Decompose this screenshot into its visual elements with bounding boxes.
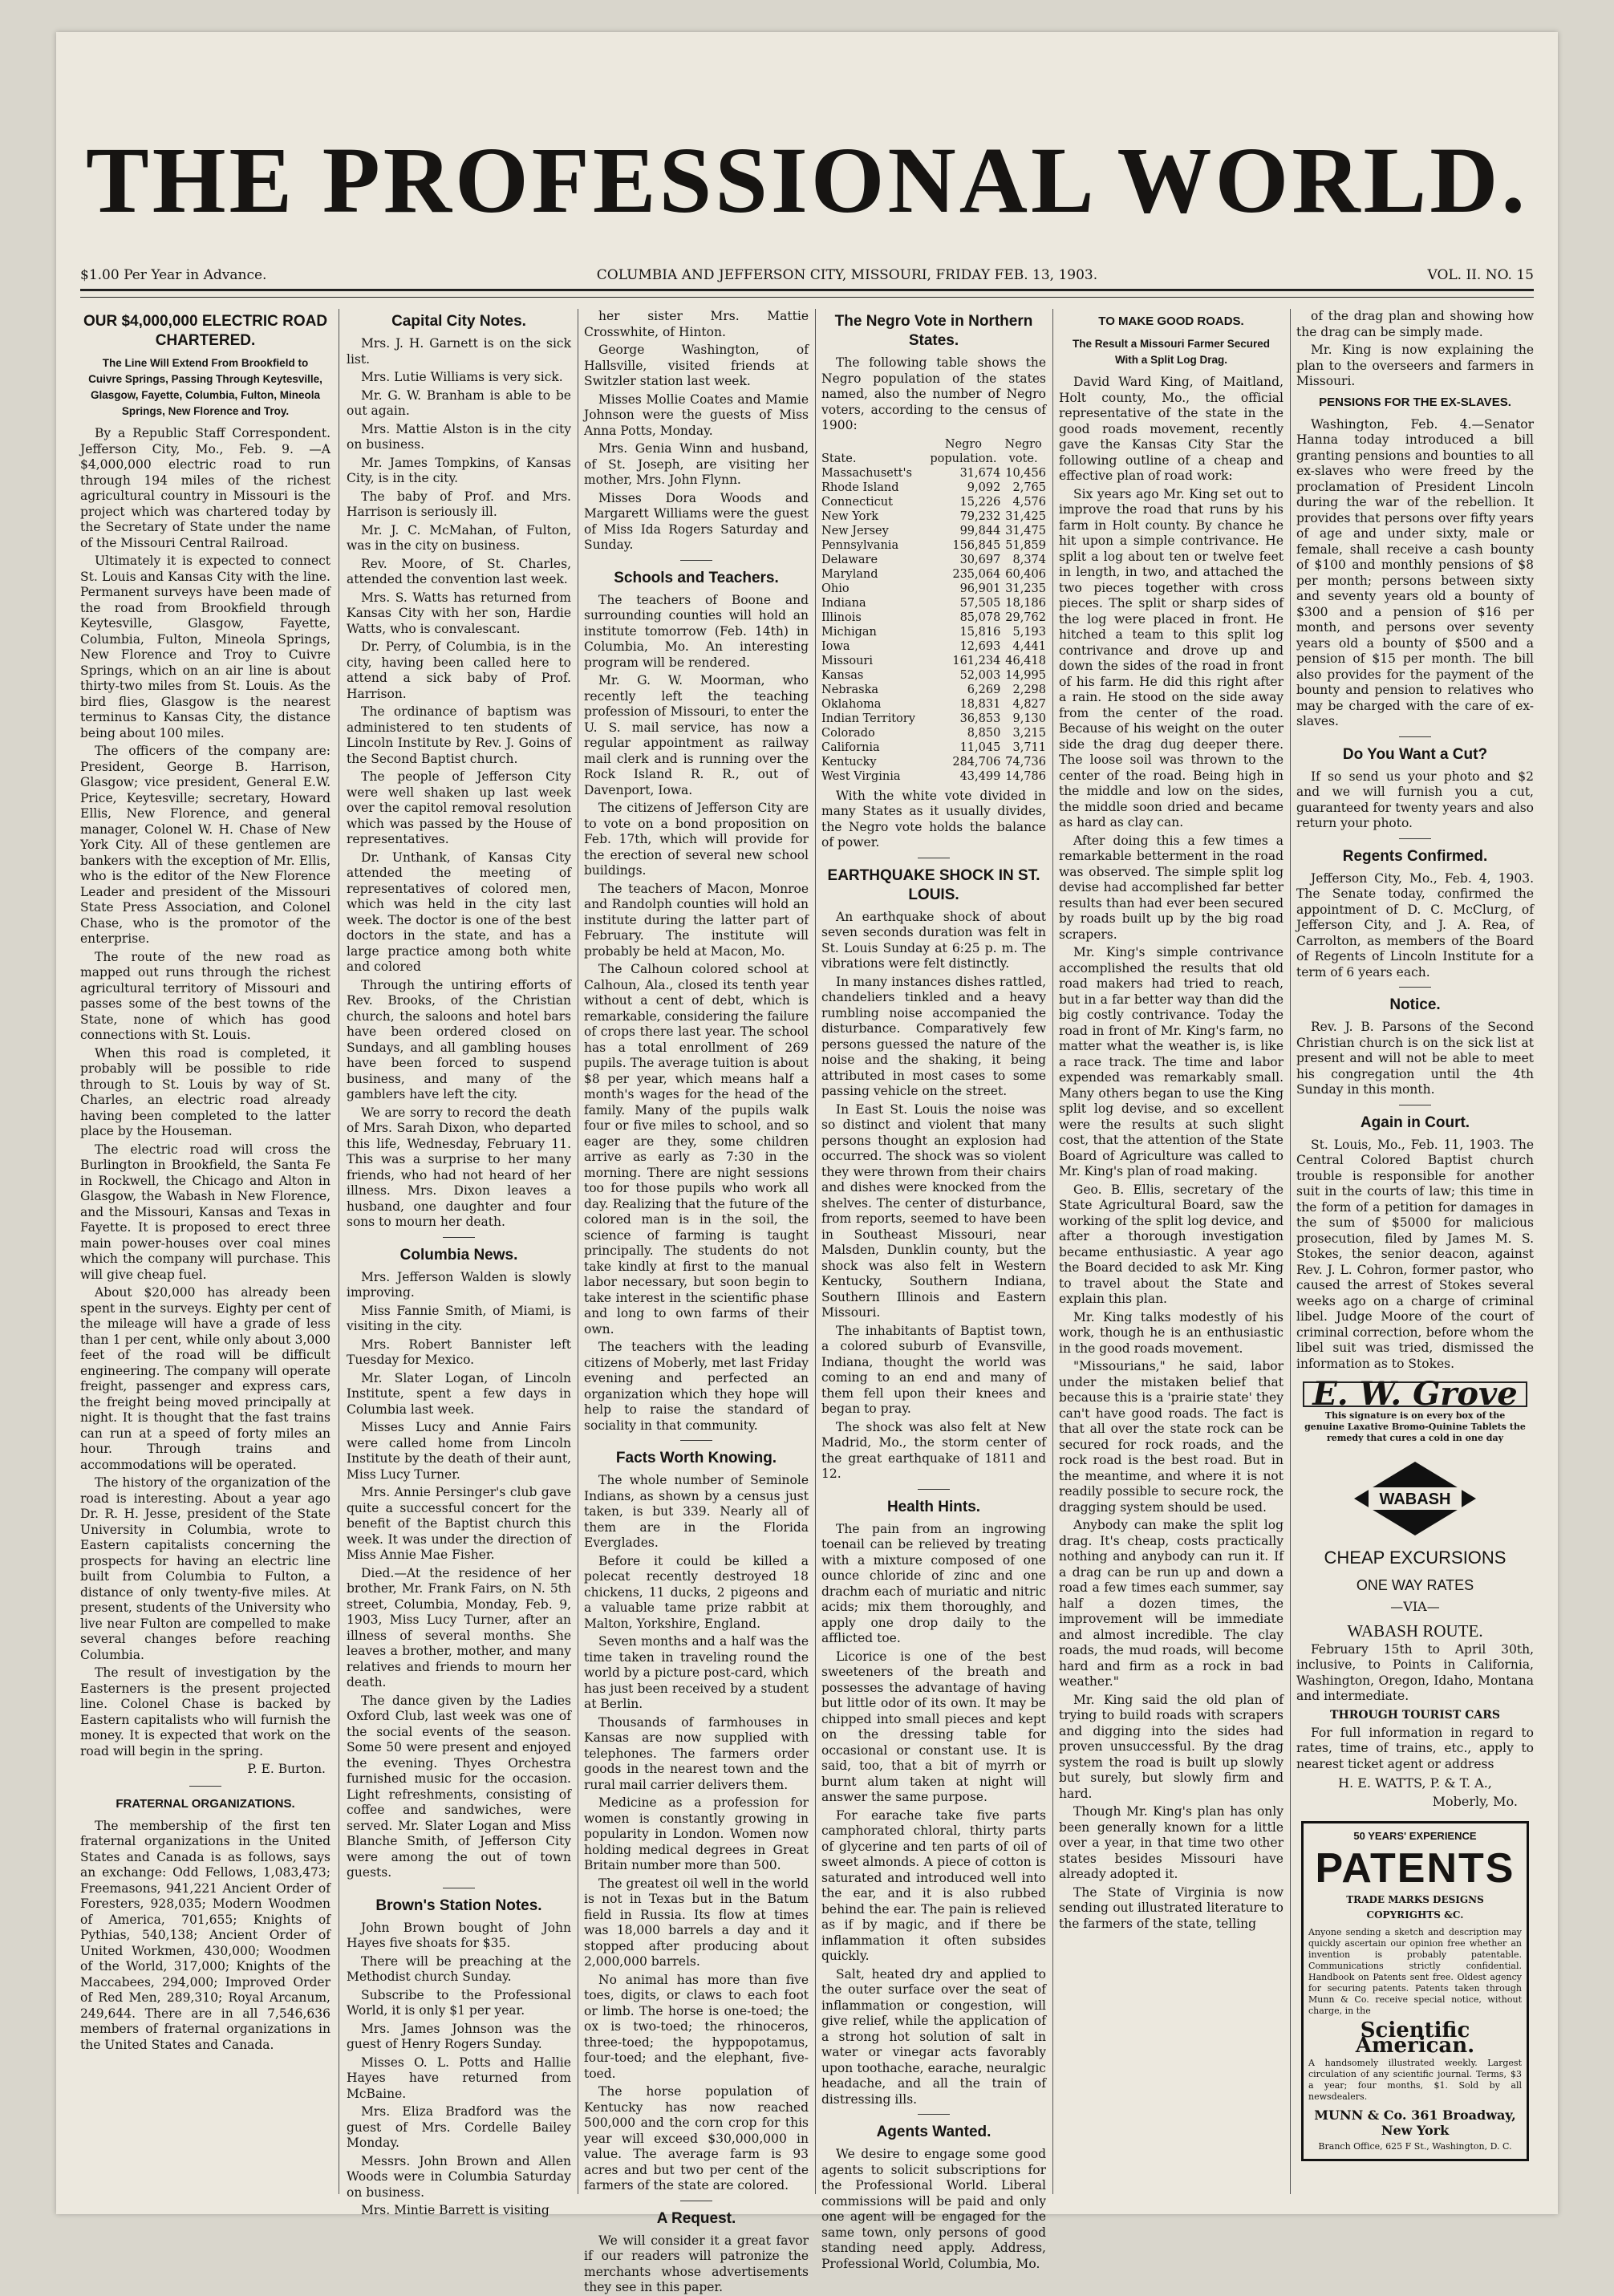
table-row bbox=[821, 712, 1046, 726]
table-head: Negro bbox=[1004, 437, 1042, 451]
agents-wanted-article bbox=[821, 2147, 1046, 2272]
table-row bbox=[821, 654, 1046, 668]
article-paragraph: The teachers with the leading citizens of Moberly, met last Friday evening and perfected an organization which they hope will help to raise the standard of sociality in that community. bbox=[584, 1340, 809, 1433]
table-cell-population: 85,078 bbox=[959, 611, 1001, 624]
table-row bbox=[821, 611, 1046, 625]
pensions-article bbox=[1296, 417, 1534, 730]
article-paragraph: There will be preaching at the Methodist church Sunday. bbox=[347, 1953, 571, 1984]
article-paragraph: In East St. Louis the noise was so distinct and violent that many persons thought an explosion had occurred. The shock was so violent they were thrown from their chairs and dishes were knocked from the shelves. The center of disturbance, from reports, seemed to have been in Southeast Missouri, near Malsden, Dunklin county, but the shock was also felt in Western Kentucky, Southern Indiana, Southern Illinois and Eastern Missouri. bbox=[821, 1101, 1046, 1320]
table-cell-vote: 4,827 bbox=[1012, 697, 1046, 711]
table-cell-state: Colorado bbox=[821, 726, 875, 740]
table-cell-vote: 31,235 bbox=[1005, 582, 1046, 595]
article-paragraph: Mrs. Mintie Barrett is visiting bbox=[361, 2203, 549, 2217]
table-cell-population: 11,045 bbox=[959, 740, 1001, 754]
table-cell-population: 36,853 bbox=[959, 712, 1001, 725]
table-cell-state: Connecticut bbox=[821, 495, 893, 509]
table-head bbox=[821, 437, 927, 452]
table-cell-vote: 9,130 bbox=[1012, 712, 1046, 725]
cheap-excursions: CHEAP EXCURSIONS bbox=[1324, 1547, 1507, 1568]
article-paragraph: Mr. King's simple contrivance accomplished the results that old road makers had tried to reach, but in a far better way than did the big costly contrivance. Today the road in front of Mr. King's farm, no matter what the weather is, is like a race track. The time and labor expended was remarkably small. Many others began to use the King split log devise, and so excellent were the results at such slight cost, that the attention of the State Board of Agriculture was called to Mr. King's plan of road making. bbox=[1059, 945, 1283, 1178]
column-2 bbox=[347, 309, 571, 2217]
table-cell-population: 284,706 bbox=[952, 755, 1001, 769]
article-paragraph: "Missourians," he said, labor under the mistaken belief that because this is a 'prairie state' they can't have good roads. The fact is that all over the state rock can be secured for rock roads, and the rock road is the best road. But in the meantime, and where it is not readily possible to secure rock, the dragging system should be used. bbox=[1059, 1359, 1283, 1515]
wabash-agent: H. E. WATTS, P. & T. A., bbox=[1338, 1775, 1492, 1791]
table-row bbox=[821, 726, 1046, 740]
article-paragraph: Ultimately it is expected to connect St. Louis and Kansas City with the line. Permanent surveys have been made of the road from Brookfield through Keytesville, Glasgow, Fayette, Columbia, Fulton, Mineola Springs, New Florence and Troy to Cuivre Springs, which on an air line is about thirty-two miles from St. Louis. As the bird flies, Glasgow is the nearest terminus to Kansas City, the distance being about 100 miles. bbox=[80, 554, 331, 740]
columbia-news bbox=[347, 1270, 571, 1881]
table-cell-vote: 5,193 bbox=[1012, 625, 1046, 639]
section-rule bbox=[189, 1786, 221, 1787]
browns-station-notes bbox=[347, 1921, 571, 2219]
article-paragraph: Misses O. L. Potts and Hallie Hayes have returned from McBaine. bbox=[347, 2055, 571, 2101]
column-4 bbox=[821, 309, 1046, 2271]
table-cell-state: Michigan bbox=[821, 625, 877, 639]
article-paragraph: Mrs. Genia Winn and husband, of St. Joseph, are visiting her mother, Mrs. John Flynn. bbox=[584, 441, 809, 487]
article-paragraph: Mrs. Lutie Williams is very sick. bbox=[361, 370, 563, 384]
article-paragraph: The membership of the first ten fraternal organizations in the United States and Canada is as follows, says an exchange: Odd Fellows, 1,083,473; Freemasons, 941,221 Ancient Order of Foresters, 928,035; Modern Woodmen of America, 701,655; Knights of Pythias, 540,138; Ancient Order of United Workmen, 430,000; Woodmen of the World, 317,000; Knights of the Maccabees, 294,000; Improved Order of Red Men, 289,310; Royal Arcanum, 249,644. There are in all 7,546,636 members of fraternal organizations in the United States and Canada. bbox=[80, 1818, 331, 2052]
table-cell-population: 12,693 bbox=[959, 639, 1001, 653]
section-rule bbox=[918, 1489, 950, 1490]
table-row bbox=[821, 625, 1046, 639]
article-paragraph: The State of Virginia is now sending out illustrated literature to the farmers of the state, telling bbox=[1059, 1884, 1283, 1931]
table-cell-state: New Jersey bbox=[821, 524, 889, 537]
table-cell-population: 161,234 bbox=[952, 654, 1001, 667]
table-cell-vote: 31,425 bbox=[1005, 509, 1046, 523]
scientific-american-text: A handsomely illustrated weekly. Largest circulation of any scientific journal. Terms, $3 a year; four months, $1. Sold by all newsdealers. bbox=[1308, 2057, 1522, 2102]
article-paragraph: Geo. B. Ellis, secretary of the State Agricultural Board, saw the working of the split log device, and after a thorough investigation became enthusiastic. A year ago the Board decided to ask Mr. King to travel about the State and explain this plan. bbox=[1059, 1182, 1283, 1306]
good-roads-article bbox=[1059, 375, 1283, 1932]
wabash-logo-icon bbox=[1351, 1458, 1479, 1539]
agents-wanted-headline: Agents Wanted. bbox=[876, 2124, 992, 2140]
capital-city-notes bbox=[347, 336, 571, 1231]
table-cell-population: 52,003 bbox=[959, 668, 1001, 682]
table-cell-population: 31,674 bbox=[959, 466, 1001, 480]
section-rule bbox=[443, 1237, 475, 1238]
scientific-american: Scientific American. bbox=[1355, 2018, 1475, 2058]
section-rule bbox=[1399, 838, 1431, 839]
article-paragraph: The pain from an ingrowing toenail can be relieved by treating with a mixture composed of one ounce chloride of zinc and one drachm each of muriatic and nitric acids; mix them thoroughly, and apply one drop daily to the afflicted toe. bbox=[821, 1521, 1046, 1645]
article-paragraph: The whole number of Seminole Indians, as shown by a census just taken, is but 339. Nearly all of them are in the Florida Everglades. bbox=[584, 1473, 809, 1550]
table-head: population. bbox=[930, 452, 997, 465]
article-paragraph: The result of investigation by the Easterners is the present projected line. Colonel Chase is backed by Eastern capitalists who will furnish the money. It is expected that work on the road will begin in the spring. bbox=[80, 1665, 331, 1759]
table-cell-state: Indiana bbox=[821, 596, 866, 610]
negro-vote-intro: The following table shows the Negro population of the states named, also the number of Negro voters, according to the census of 1900: bbox=[821, 355, 1046, 432]
visiting-notes bbox=[584, 309, 809, 554]
table-row bbox=[821, 481, 1046, 495]
table-cell-state: Kansas bbox=[821, 668, 864, 682]
table-cell-vote: 3,711 bbox=[1012, 740, 1046, 754]
browns-station-headline: Brown's Station Notes. bbox=[375, 1896, 542, 1914]
drag-plan-continued bbox=[1296, 309, 1534, 390]
article-paragraph: Rev. Moore, of St. Charles, attended the convention last week. bbox=[347, 556, 571, 586]
table-row bbox=[821, 509, 1046, 524]
schools-article bbox=[584, 593, 809, 1434]
table-cell-state: Oklahoma bbox=[821, 697, 882, 711]
table-cell-vote: 2,765 bbox=[1012, 481, 1046, 494]
table-cell-vote: 51,859 bbox=[1005, 538, 1046, 552]
wabash-route: WABASH ROUTE. bbox=[1347, 1621, 1483, 1641]
dateline bbox=[80, 266, 1534, 291]
table-cell-population: 15,226 bbox=[959, 495, 1001, 509]
table-row bbox=[821, 683, 1046, 697]
table-cell-population: 156,845 bbox=[952, 538, 1001, 552]
article-paragraph: Dr. Perry, of Columbia, is in the city, having been called here to attend a sick baby of Prof. Harrison. bbox=[347, 639, 571, 701]
article-paragraph: The Calhoun colored school at Calhoun, Ala., closed its tenth year without a cent of debt, which is remarkable, considering the failure of crops there last year. The school has a total enrollment of 269 pupils. The average tuition is about $8 per year, which means half a month's wages for the head of the family. Many of the pupils walk four or five miles to school, and so eager are they, some children arrive as early as 7:30 in the morning. There are night sessions too for those pupils who work all day. Realizing that the future of the colored man is in the soil, the science of farming is taught principally. The students do not take kindly at first to the manual labor necessary, but soon begin to take interest in the scientific phase and long to own farms of their own. bbox=[584, 962, 809, 1337]
table-row bbox=[821, 495, 1046, 509]
table-cell-state: Missouri bbox=[821, 654, 874, 667]
table-cell-population: 8,850 bbox=[967, 726, 1001, 740]
article-paragraph: Mr. King is now explaining the plan to the overseers and farmers in Missouri. bbox=[1296, 343, 1534, 388]
table-cell-vote: 3,215 bbox=[1012, 726, 1046, 740]
table-row bbox=[821, 596, 1046, 611]
patents-text: Anyone sending a sketch and description may quickly ascertain our opinion free whether an invention is probably patentable. Communications strictly confidential. Handbook on Patents sent free. Oldest agency for securing patents. Patents taken through Munn & Co. receive special notice, without charge, in the bbox=[1308, 1926, 1522, 2016]
table-cell-population: 9,092 bbox=[967, 481, 1001, 494]
earthquake-article bbox=[821, 910, 1046, 1483]
article-paragraph: Through the untiring efforts of Rev. Brooks, of the Christian church, the saloons and hotel bars have been ordered closed on Sundays, and all gambling houses have been forced to suspend business, and many of the gamblers have left the city. bbox=[347, 977, 571, 1101]
table-cell-state: Indian Territory bbox=[821, 712, 915, 725]
table-cell-population: 6,269 bbox=[967, 683, 1001, 696]
article-paragraph: The ordinance of baptism was administered to ten students of Lincoln Institute by Rev. J. Goins of the Second Baptist church. bbox=[347, 704, 571, 766]
article-paragraph: In many instances dishes rattled, chandeliers tinkled and a heavy rumbling noise accompanied the disturbance. Comparatively few persons guessed the nature of the noise and the shaking, it being attributed in most cases to some passing vehicle on the street. bbox=[821, 974, 1046, 1098]
article-paragraph: The teachers of Boone and surrounding counties will hold an institute tomorrow (Feb. 14th) in Columbia, Mo. An interesting program will be rendered. bbox=[584, 592, 809, 670]
article-paragraph: The greatest oil well in the world is not in Texas but in the Batum field in Russia. Its flow at times was 18,000 barrels a day and it stopped after producing about 2,000,000 barrels. bbox=[584, 1876, 809, 1969]
article-paragraph: of the drag plan and showing how the drag can be simply made. bbox=[1296, 309, 1534, 339]
electric-road-subhead: The Line Will Extend From Brookfield to Cuivre Springs, Passing Through Keytesville, Glasgow, Fayette, Columbia, Fulton, Mineola Springs, New Florence and Troy. bbox=[88, 357, 322, 417]
table-cell-population: 79,232 bbox=[959, 509, 1001, 523]
article-paragraph: Though Mr. King's plan has only been generally known for a little over a year, in that time two other states besides Missouri have already adopted it. bbox=[1059, 1804, 1283, 1881]
table-cell-vote: 14,786 bbox=[1005, 769, 1046, 783]
article-paragraph: Mrs. James Johnson was the guest of Henry Rogers Sunday. bbox=[347, 2021, 571, 2051]
one-way-rates: ONE WAY RATES bbox=[1356, 1576, 1474, 1593]
facts-headline: Facts Worth Knowing. bbox=[615, 1450, 777, 1466]
table-cell-state: Illinois bbox=[821, 611, 862, 624]
section-rule bbox=[680, 1440, 712, 1441]
table-row bbox=[821, 769, 1046, 784]
table-row bbox=[821, 524, 1046, 538]
article-paragraph: About $20,000 has already been spent in the surveys. Eighty per cent of the mileage will have a grade of less than 1 per cent, while only about 3,000 feet of the road will be difficult engineering. The company will operate freight, passenger and express cars, the freight being moved principally at night. It is thought that the fast trains can run at a speed of forty miles an hour. Through trains and accommodations will be operated. bbox=[80, 1285, 331, 1472]
article-paragraph: Subscribe to the Professional World, it is only $1 per year. bbox=[347, 1987, 571, 2018]
table-row bbox=[821, 466, 1046, 481]
article-paragraph: The history of the organization of the road is interesting. About a year ago Dr. R. H. Jesse, president of the State University in Columbia, wrote to Eastern capitalists concerning the prospects for having an electric line built from Columbia to Fulton, a distance of only twenty-five miles. At present, students of the University who live near Fulton are compelled to make several changes before reaching Columbia. bbox=[80, 1475, 331, 1662]
table-row bbox=[821, 668, 1046, 683]
facts-article bbox=[584, 1473, 809, 2194]
article-paragraph: Mr. J. C. McMahan, of Fulton, was in the city on business. bbox=[347, 522, 571, 553]
table-cell-population: 15,816 bbox=[959, 625, 1001, 639]
article-paragraph: St. Louis, Mo., Feb. 11, 1903. The Central Colored Baptist church trouble is responsible for another suit in the courts of law; this time in the form of a petition for damages in the sum of $5000 for malicious prosecution, filed by James M. S. Stokes, the senior deacon, against Rev. J. L. Cohron, former pastor, who caused the arrest of Stokes several weeks ago on a charge of criminal libel. Judge Moore of the court of criminal correction, before whom the libel suit was tried, dismissed the information as to Stokes. bbox=[1296, 1137, 1534, 1371]
table-row bbox=[821, 740, 1046, 755]
article-paragraph: Died.—At the residence of her brother, Mr. Frank Fairs, on N. 5th street, Columbia, Monday, Feb. 9, 1903, Miss Lucy Turner, after an illness of several months. She leaves a brother, mother, and many relatives and friends to mourn her death. bbox=[347, 1565, 571, 1690]
column-1 bbox=[80, 309, 331, 2194]
article-paragraph: When this road is completed, it probably will be possible to ride through to St. Louis by way of St. Charles, an electric road already having been completed to the latter place by the Houseman. bbox=[80, 1045, 331, 1138]
request-article bbox=[584, 2233, 809, 2296]
article-paragraph: Mr. G. W. Branham is able to be out again. bbox=[347, 387, 571, 418]
article-paragraph: Mrs. Jefferson Walden is slowly improving. bbox=[347, 1269, 571, 1300]
article-signature: P. E. Burton. bbox=[247, 1762, 326, 1776]
table-row bbox=[821, 567, 1046, 582]
newspaper-page bbox=[56, 32, 1558, 2294]
table-cell-population: 43,499 bbox=[959, 769, 1001, 783]
article-paragraph: Mrs. Robert Bannister left Tuesday for Mexico. bbox=[347, 1337, 571, 1367]
article-paragraph: We desire to engage some good agents to solicit subscriptions for the Professional World. Liberal commissions will be paid and only one agent will be engaged for the same town, only persons of good standing need apply. Address, Professional World, Columbia, Mo. bbox=[821, 2147, 1046, 2271]
article-paragraph: Mr. King talks modestly of his work, though he is an enthusiastic in the good roads movement. bbox=[1059, 1309, 1283, 1356]
article-paragraph: The horse population of Kentucky has now reached 500,000 and the corn crop for this year will exceed $30,000,000 in value. The average farm is 93 acres and but two per cent of the farmers of the state are colored. bbox=[584, 2084, 809, 2193]
article-paragraph: Mr. James Tompkins, of Kansas City, is in the city. bbox=[347, 455, 571, 485]
want-a-cut-article bbox=[1296, 769, 1534, 832]
notice-article bbox=[1296, 1020, 1534, 1098]
table-cell-population: 96,901 bbox=[959, 582, 1001, 595]
article-paragraph: We will consider it a great favor if our readers will patronize the merchants whose advertisements they see in this paper. bbox=[584, 2233, 809, 2294]
article-paragraph: The teachers of Macon, Monroe and Randolph counties will hold an institute during the latter part of February. The institute will probably be held at Macon, Mo. bbox=[584, 881, 809, 959]
article-paragraph: Thousands of farmhouses in Kansas are now supplied with telephones. The farmers order goods in the nearest town and the rural mail carrier delivers them. bbox=[584, 1714, 809, 1792]
article-paragraph: The inhabitants of Baptist town, a colored suburb of Evansville, Indiana, thought the world was coming to an end and many of them fell upon their knees and began to pray. bbox=[821, 1323, 1046, 1416]
article-paragraph: The officers of the company are: President, George B. Harrison, Glasgow; vice president, General E.W. Price, Keytesville; secretary, Howard Ellis, New Florence, and general manager, Colonel W. H. Chase of New York City. All of these gentlemen are bankers with the exception of Mr. Ellis, who is the editor of the New Florence Leader and president of the Missouri State Press Association, and Colonel Chase, who is the promotor of the enterprise. bbox=[80, 744, 331, 946]
article-paragraph: Misses Lucy and Annie Fairs were called home from Lincoln Institute by the death of their aunt, Miss Lucy Turner. bbox=[347, 1420, 571, 1482]
table-head: vote. bbox=[1008, 452, 1038, 465]
through-tourist-cars: THROUGH TOURIST CARS bbox=[1330, 1708, 1500, 1722]
grove-signature-ad: E. W. Grove bbox=[1303, 1381, 1527, 1407]
health-hints-headline: Health Hints. bbox=[886, 1498, 981, 1515]
request-headline: A Request. bbox=[656, 2209, 736, 2227]
article-paragraph: Before it could be killed a polecat recently destroyed 18 chickens, 11 ducks, 2 pigeons and a valuable tame prize rabbit at Malton, Yorkshire, England. bbox=[584, 1553, 809, 1631]
table-cell-vote: 4,441 bbox=[1012, 639, 1046, 653]
table-cell-state: California bbox=[821, 740, 880, 754]
table-head: Negro bbox=[944, 437, 983, 451]
table-cell-state: Iowa bbox=[821, 639, 850, 653]
article-paragraph: An earthquake shock of about seven seconds duration was felt in St. Louis Sunday at 6:25 p. m. The vibrations were felt distinctly. bbox=[821, 909, 1046, 971]
patents-title: PATENTS bbox=[1315, 1844, 1515, 1892]
table-cell-vote: 46,418 bbox=[1005, 654, 1046, 667]
article-paragraph: We are sorry to record the death of Mrs. Sarah Dixon, who departed this life, Wednesday, February 11. This was a surprise to her many friends, who had not heard of her illness. Mrs. Dixon leaves a husband, one daughter and four sons to mourn her death. bbox=[347, 1105, 571, 1229]
section-rule bbox=[1399, 987, 1431, 988]
table-row bbox=[821, 755, 1046, 769]
table-cell-population: 57,505 bbox=[959, 596, 1001, 610]
patents-experience: 50 YEARS' EXPERIENCE bbox=[1353, 1830, 1477, 1842]
table-row bbox=[821, 538, 1046, 553]
article-paragraph: Medicine as a profession for women is constantly growing in popularity in London. Women now holding medical degrees in Great Britain number more than 500. bbox=[584, 1795, 809, 1872]
article-paragraph: Mr. King said the old plan of trying to build roads with scrapers and digging into the sides had proven unsuccessful. By the drag system the road is built up slowly but surely, but slowly firm and hard. bbox=[1059, 1692, 1283, 1801]
article-paragraph: Jefferson City, Mo., Feb. 4, 1903. The Senate today, confirmed the appointment of D. C. McClurg, of Jefferson City, and J. A. Rea, of Carrolton, as members of the Board of Regents of Lincoln Institute for a term of 6 years each. bbox=[1296, 870, 1534, 980]
article-paragraph: Washington, Feb. 4.—Senator Hanna today introduced a bill granting pensions and bounties to all ex-slaves who were freed by the proclamation of President Lincoln during the war of the rebellion. It provides that persons over fifty years of age and under sixty, male or female, shall receive a cash bounty of $100 and monthly pensions of $8 per month; persons between sixty and seventy years old a bounty of $300 and a pension of $16 per month, and persons over seventy years old a bounty of $500 and a pension of $15 per month. The bill also provides for the payment of the bounty and pension to relatives who may be charged with the care of ex-slaves. bbox=[1296, 416, 1534, 728]
patents-ad bbox=[1301, 1821, 1529, 2161]
table-cell-state: Maryland bbox=[821, 567, 878, 581]
table-cell-vote: 31,475 bbox=[1005, 524, 1046, 537]
table-cell-vote: 74,736 bbox=[1005, 755, 1046, 769]
schools-headline: Schools and Teachers. bbox=[614, 569, 779, 586]
article-paragraph: Seven months and a half was the time taken in traveling round the world by a picture post-card, which has just been received by a student at Berlin. bbox=[584, 1634, 809, 1711]
article-paragraph: Mrs. Eliza Bradford was the guest of Mrs. Cordelle Bailey Monday. bbox=[347, 2104, 571, 2150]
columbia-news-headline: Columbia News. bbox=[399, 1246, 518, 1264]
via-label: —VIA— bbox=[1390, 1598, 1440, 1614]
munn-address: MUNN & Co. 361 Broadway, New York bbox=[1314, 2107, 1516, 2138]
article-paragraph: Mrs. Annie Persinger's club gave quite a successful concert for the benefit of the Baptist church this week. It was under the direction of Miss Annie Mae Fisher. bbox=[347, 1485, 571, 1562]
regents-headline: Regents Confirmed. bbox=[1342, 847, 1488, 865]
article-paragraph: No animal has more than five toes, digits, or claws to each foot or limb. The horse is one-toed; the ox is two-toed; the rhinoceros, three-toed; the hyppopotamus, four-toed; and the elephant, five-toed. bbox=[584, 1972, 809, 2081]
column-6 bbox=[1296, 309, 1534, 2194]
again-in-court-article bbox=[1296, 1138, 1534, 1373]
place-and-date: COLUMBIA AND JEFFERSON CITY, MISSOURI, FRIDAY FEB. 13, 1903. bbox=[596, 267, 1098, 283]
article-paragraph: The electric road will cross the Burlington in Brookfield, the Santa Fe in Rockwell, the Chicago and Alton in Glasgow, the Wabash in New Florence, and the Missouri, Kansas and Texas in Fayette. It is proposed to erect three main power-houses over coal mines which the company will purchase. This will give cheap fuel. bbox=[80, 1142, 331, 1282]
article-paragraph: Mrs. J. H. Garnett is on the sick list. bbox=[347, 336, 571, 367]
article-paragraph: Misses Mollie Coates and Mamie Johnson were the guests of Miss Anna Potts, Monday. bbox=[584, 391, 809, 438]
fraternal-article bbox=[80, 1819, 331, 2054]
article-paragraph: David Ward King, of Maitland, Holt county, Mo., the official representative of the state in the good roads movement, recently gave the Kansas City Star the following outline of a cheap and effective plan of road work: bbox=[1059, 375, 1283, 483]
munn-branch: Branch Office, 625 F St., Washington, D. C. bbox=[1318, 2140, 1512, 2152]
article-paragraph: Dr. Unthank, of Kansas City attended the meeting of representatives of colored men, which was held in the city last week. The doctor is one of the best doctors in the state, and has a large practice among both white and colored bbox=[347, 850, 571, 974]
table-row bbox=[821, 582, 1046, 596]
article-paragraph: Salt, heated dry and applied to the outer surface over the seat of inflammation or congestion, will give relief, while the application of a strong hot solution of salt in water or vinegar acts favorably upon toothache, earache, neuralgic headache, and all the train of distressing ills. bbox=[821, 1966, 1046, 2107]
article-paragraph: Rev. J. B. Parsons of the Second Christian church is on the sick list at present and will not be able to meet his congregation until the 4th Sunday in this month. bbox=[1296, 1020, 1534, 1097]
subscription-price: $1.00 Per Year in Advance. bbox=[80, 267, 267, 283]
notice-headline: Notice. bbox=[1389, 996, 1441, 1013]
wabash-route-text: February 15th to April 30th, inclusive, to Points in California, Washington, Oregon, Idaho, Montana and intermediate. bbox=[1296, 1641, 1534, 1703]
article-paragraph: Mrs. Mattie Alston is in the city on business. bbox=[347, 421, 571, 452]
table-row bbox=[821, 553, 1046, 567]
fraternal-headline: FRATERNAL ORGANIZATIONS. bbox=[116, 1796, 295, 1811]
column-rule bbox=[1052, 309, 1053, 2194]
capital-city-headline: Capital City Notes. bbox=[391, 313, 526, 330]
article-paragraph: Mrs. S. Watts has returned from Kansas City with her son, Hardie Watts, who is convalescant. bbox=[347, 590, 571, 636]
table-cell-population: 30,697 bbox=[959, 553, 1001, 566]
article-paragraph: The baby of Prof. and Mrs. Harrison is seriously ill. bbox=[347, 489, 571, 519]
good-roads-headline: TO MAKE GOOD ROADS. bbox=[1098, 314, 1244, 328]
table-cell-state: West Virginia bbox=[821, 769, 901, 783]
article-paragraph: For earache take five parts camphorated chloral, thirty parts of glycerine and ten parts of oil of sweet almonds. A piece of cotton is saturated and introduced well into the ear, and it is also rubbed behind the ear. The pain is relieved as if by magic, and if there be inflammation it often subsides quickly. bbox=[821, 1807, 1046, 1963]
article-paragraph: George Washington, of Hallsville, visited friends at Switzler station last week. bbox=[584, 343, 809, 388]
table-cell-state: Ohio bbox=[821, 582, 850, 595]
table-cell-vote: 29,762 bbox=[1005, 611, 1046, 624]
section-rule bbox=[1399, 736, 1431, 737]
table-cell-vote: 2,298 bbox=[1012, 683, 1046, 696]
masthead-title: THE PROFESSIONAL WORLD. bbox=[86, 128, 1528, 233]
column-rule bbox=[1290, 309, 1291, 2194]
table-cell-vote: 60,406 bbox=[1005, 567, 1046, 581]
column-3 bbox=[584, 309, 809, 2294]
electric-road-article bbox=[80, 426, 331, 1759]
article-paragraph: If so send us your photo and $2 and we will furnish you a cut, guaranteed for twenty years and also return your photo. bbox=[1296, 769, 1534, 830]
electric-road-headline: OUR $4,000,000 ELECTRIC ROAD CHARTERED. bbox=[83, 313, 328, 349]
article-paragraph: The shock was also felt at New Madrid, Mo., the storm center of the great earthquake of 1811 and 12. bbox=[821, 1419, 1046, 1481]
patents-marks: TRADE MARKS DESIGNS COPYRIGHTS &C. bbox=[1346, 1893, 1484, 1921]
table-cell-vote: 14,995 bbox=[1005, 668, 1046, 682]
article-paragraph: her sister Mrs. Mattie Crosswhite, of Hinton. bbox=[584, 309, 809, 339]
negro-vote-headline: The Negro Vote in Northern States. bbox=[834, 313, 1033, 349]
table-head: State. bbox=[821, 452, 857, 465]
good-roads-subhead: The Result a Missouri Farmer Secured With a Split Log Drag. bbox=[1072, 338, 1271, 366]
article-paragraph: The route of the new road as mapped out runs through the richest agricultural territory of Missouri and passes some of the best towns of the State, none of which has good connections with St. Louis. bbox=[80, 949, 331, 1042]
article-paragraph: Six years ago Mr. King set out to improve the road that runs by his farm in Holt county. By chance he hit upon a simple contrivance. He split a log about ten or twelve feet in length, in two, and attached the two pieces together with cross pieces. The split or sharp sides of the log were placed in front. He hitched a team to this split log contrivance and drove up and down the sides of the road in front of his farm. He did this right after a rain. He stood on the side away from the center of the road. Because of his weight on the outer side the drag dug deeper there. The loose soil was thrown to the center of the road. Being high in the middle and low on the sides, the middle soon dried and became as hard as clay can. bbox=[1059, 486, 1283, 830]
article-paragraph: Anybody can make the split log drag. It's cheap, costs practically nothing and anybody can run it. If a drag can be run up and down a road a few times each summer, say half a dozen times, the improvement will be immediate and almost incredible. The clay roads, the mud roads, will become hard and firm as a rock in bad weather." bbox=[1059, 1518, 1283, 1689]
table-cell-state: Massachusett's bbox=[821, 466, 912, 480]
article-paragraph: The citizens of Jefferson City are to vote on a bond proposition on Feb. 17th, which will provide for the erection of several new school buildings. bbox=[584, 801, 809, 878]
again-in-court-headline: Again in Court. bbox=[1360, 1114, 1470, 1131]
article-paragraph: John Brown bought of John Hayes five shoats for $35. bbox=[347, 1920, 571, 1950]
wabash-info: For full information in regard to rates, time of trains, etc., apply to nearest ticket agent or address bbox=[1296, 1725, 1534, 1771]
column-5 bbox=[1059, 309, 1283, 2194]
health-hints-article bbox=[821, 1522, 1046, 2108]
table-cell-population: 99,844 bbox=[959, 524, 1001, 537]
section-rule bbox=[918, 2114, 950, 2115]
table-cell-vote: 18,186 bbox=[1005, 596, 1046, 610]
want-a-cut-headline: Do You Want a Cut? bbox=[1342, 745, 1488, 763]
table-cell-vote: 8,374 bbox=[1012, 553, 1046, 566]
table-cell-state: Rhode Island bbox=[821, 481, 899, 494]
article-paragraph: Messrs. John Brown and Allen Woods were in Columbia Saturday on business. bbox=[347, 2153, 571, 2200]
regents-article bbox=[1296, 871, 1534, 981]
table-cell-vote: 4,576 bbox=[1012, 495, 1046, 509]
dateline-rule bbox=[80, 297, 1534, 298]
grove-ad-text: This signature is on every box of the genuine Laxative Bromo-Quinine Tablets the remedy that cures a cold in one day bbox=[1304, 1410, 1526, 1443]
table-cell-population: 18,831 bbox=[959, 697, 1001, 711]
table-cell-state: Delaware bbox=[821, 553, 878, 566]
article-paragraph: After doing this a few times a remarkable betterment in the road was observed. The simple split log devise had accomplished far better results than had ever been secured by roads built up by the big road scrapers. bbox=[1059, 833, 1283, 942]
article-paragraph: The people of Jefferson City were well shaken up last week over the capitol removal resolution which was passed by the House of representatives. bbox=[347, 769, 571, 846]
negro-vote-outro: With the white vote divided in many States as it usually divides, the Negro vote holds the balance of power. bbox=[821, 788, 1046, 850]
table-cell-state: Kentucky bbox=[821, 755, 877, 769]
table-cell-vote: 10,456 bbox=[1005, 466, 1046, 480]
wabash-agent-city: Moberly, Mo. bbox=[1432, 1794, 1518, 1809]
article-paragraph: Mr. G. W. Moorman, who recently left the teaching profession of Missouri, to enter the U. S. mail service, has now a regular appointment as railway mail clerk and is running over the Rock Island R. R., out of Davenport, Iowa. bbox=[584, 673, 809, 797]
section-rule bbox=[680, 560, 712, 561]
volume-number: VOL. II. NO. 15 bbox=[1427, 267, 1534, 283]
table-row bbox=[821, 697, 1046, 712]
wabash-logo-text: WABASH bbox=[1379, 1490, 1451, 1508]
table-cell-state: Pennsylvania bbox=[821, 538, 899, 552]
column-rule bbox=[815, 309, 816, 2194]
negro-vote-table bbox=[821, 437, 1046, 784]
article-paragraph: Licorice is one of the best sweeteners of the breath and possesses the advantage of having but little odor of its own. It may be chipped into small pieces and kept on the dressing table for occasional or constant use. It is said, too, that a bit of myrrh or burnt alum taken at night will answer the same purpose. bbox=[821, 1649, 1046, 1804]
article-paragraph: The dance given by the Ladies Oxford Club, last week was one of the social events of the season. Some 50 were present and enjoyed the evening. Thyes Orchestra furnished music for the occasion. Light refreshments, consisting of coffee and sandwiches, were served. Mr. Slater Logan and Miss Blanche Smith, of Jefferson City were among the out of town guests. bbox=[347, 1693, 571, 1880]
article-paragraph: Miss Fannie Smith, of Miami, is visiting in the city. bbox=[347, 1303, 571, 1333]
article-paragraph: By a Republic Staff Correspondent. Jefferson City, Mo., Feb. 9. —A $4,000,000 electric road to run through 194 miles of the richest agricultural country in Missouri is the project which was chartered today by the Secretary of State under the name of the Missouri Central Railroad. bbox=[80, 426, 331, 550]
table-cell-population: 235,064 bbox=[952, 567, 1001, 581]
table-row bbox=[821, 639, 1046, 654]
table-cell-state: Nebraska bbox=[821, 683, 878, 696]
earthquake-headline: EARTHQUAKE SHOCK IN ST. LOUIS. bbox=[827, 866, 1040, 903]
pensions-headline: PENSIONS FOR THE EX-SLAVES. bbox=[1319, 395, 1511, 409]
article-paragraph: Misses Dora Woods and Margarett Williams were the guest of Miss Ida Rogers Saturday and Sunday. bbox=[584, 490, 809, 552]
table-cell-state: New York bbox=[821, 509, 879, 523]
article-paragraph: Mr. Slater Logan, of Lincoln Institute, spent a few days in Columbia last week. bbox=[347, 1370, 571, 1417]
